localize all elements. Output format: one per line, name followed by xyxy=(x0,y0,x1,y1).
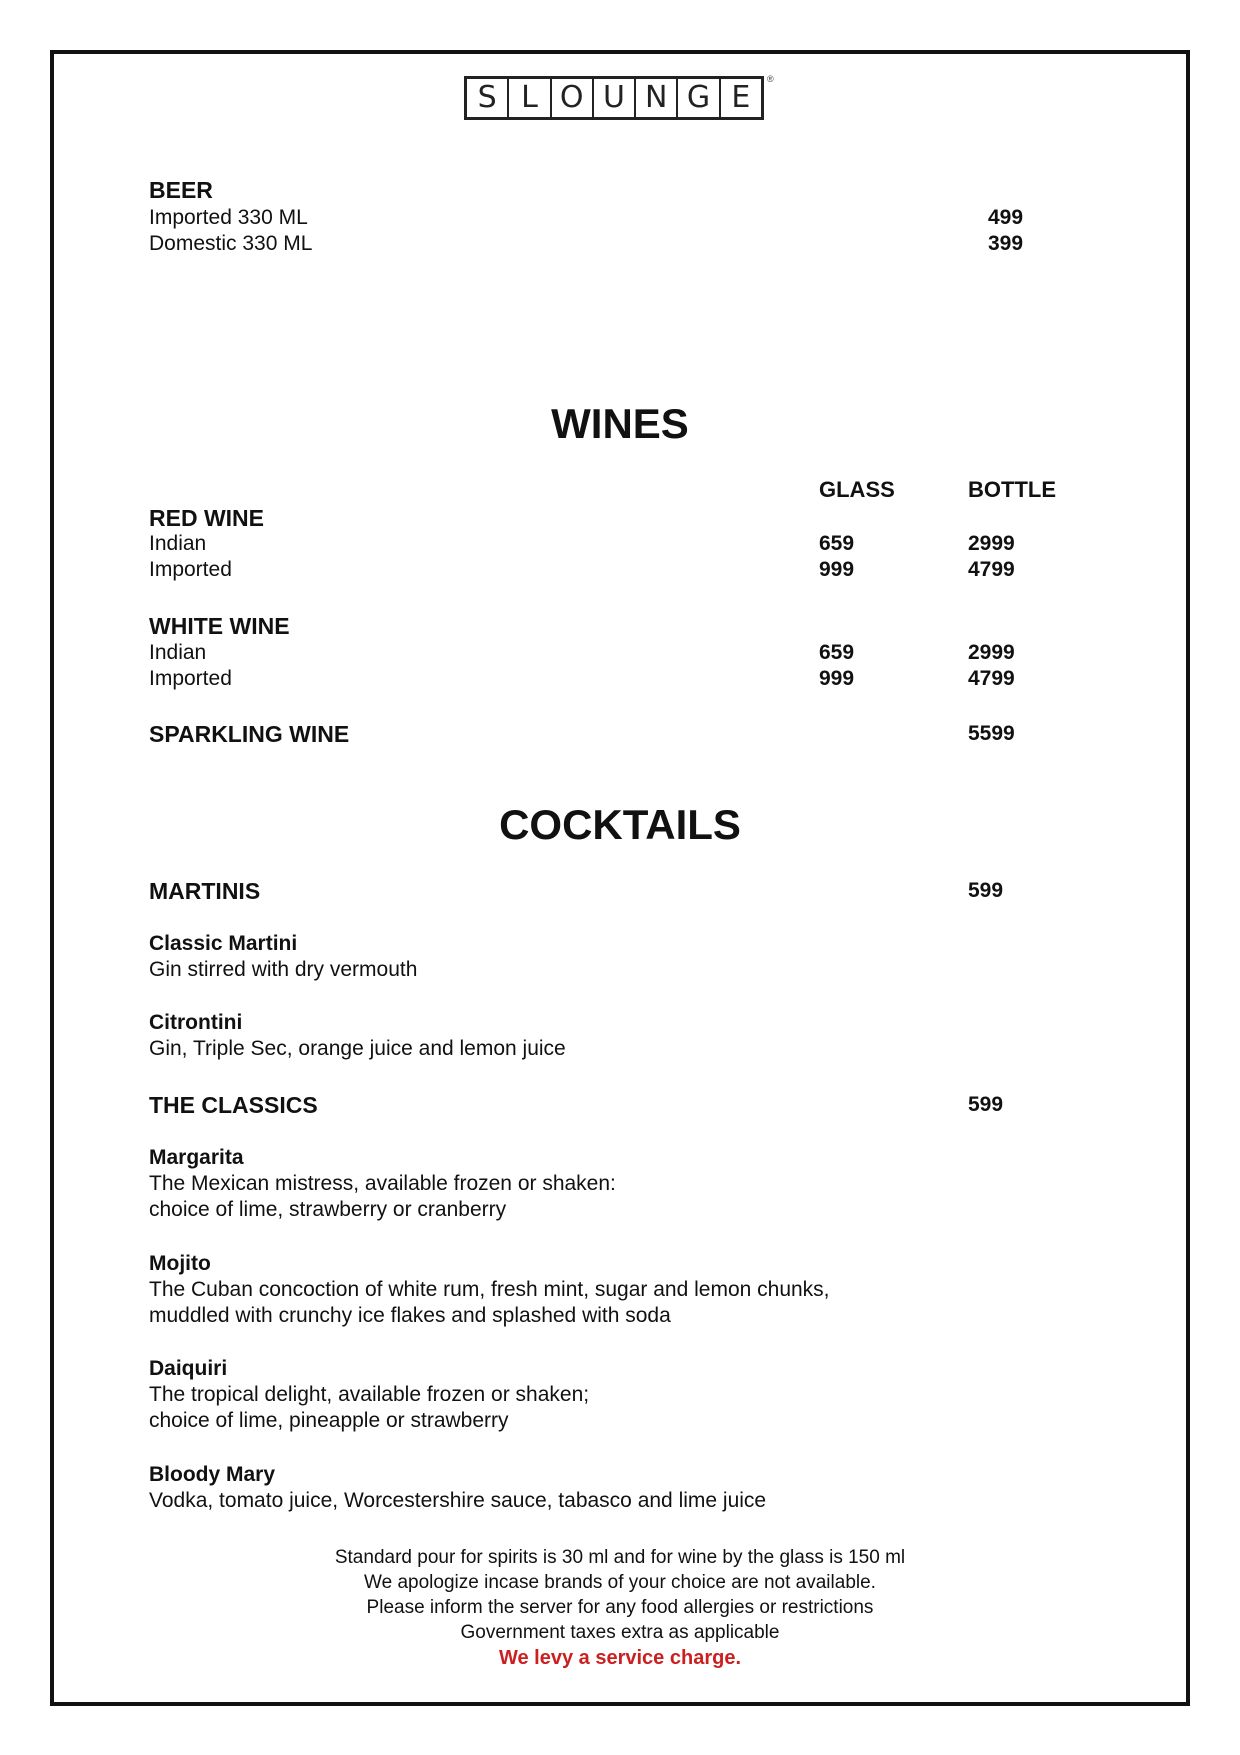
cocktail-name: Mojito xyxy=(149,1252,211,1275)
logo-letter: N xyxy=(636,79,678,117)
beer-item-name: Imported 330 ML xyxy=(149,206,308,229)
registered-mark: ® xyxy=(767,74,774,84)
logo-letter: O xyxy=(552,79,594,117)
white-wine-item-name: Indian xyxy=(149,641,207,664)
red-wine-bottle-price: 4799 xyxy=(968,558,1015,581)
logo-letter: L xyxy=(509,79,551,117)
red-wine-item-name: Indian xyxy=(149,532,207,555)
white-wine-item-name: Imported xyxy=(149,667,232,690)
white-wine-glass-price: 999 xyxy=(819,667,855,690)
cocktail-description: The Mexican mistress, available frozen or shaken: xyxy=(149,1172,616,1195)
logo-letter: U xyxy=(594,79,636,117)
cocktail-name: Margarita xyxy=(149,1146,244,1169)
footer-note: Standard pour for spirits is 30 ml and for wine by the glass is 150 ml xyxy=(334,1547,906,1568)
red-wine-glass-price: 659 xyxy=(819,532,855,555)
beer-item-price: 499 xyxy=(988,206,1024,229)
slounge-logo xyxy=(464,76,764,120)
service-charge-note: We levy a service charge. xyxy=(498,1647,741,1669)
cocktail-description: The tropical delight, available frozen or shaken; xyxy=(149,1383,590,1406)
cocktail-name: Bloody Mary xyxy=(149,1463,276,1486)
bottle-column-header: BOTTLE xyxy=(968,477,1056,502)
cocktail-description: Gin, Triple Sec, orange juice and lemon juice xyxy=(149,1037,566,1060)
red-wine-glass-price: 999 xyxy=(819,558,855,581)
sparkling-wine-bottle-price: 5599 xyxy=(968,722,1015,745)
beer-item-name: Domestic 330 ML xyxy=(149,232,313,255)
classics-heading: THE CLASSICS xyxy=(149,1092,318,1118)
glass-column-header: GLASS xyxy=(819,477,895,502)
cocktail-description: Gin stirred with dry vermouth xyxy=(149,958,418,981)
footer-note: Government taxes extra as applicable xyxy=(460,1622,780,1643)
footer-note: Please inform the server for any food allergies or restrictions xyxy=(366,1597,874,1618)
red-wine-item-name: Imported xyxy=(149,558,232,581)
cocktails-title: COCKTAILS xyxy=(499,801,741,848)
cocktail-description: The Cuban concoction of white rum, fresh mint, sugar and lemon chunks, xyxy=(149,1278,830,1301)
red-wine-heading: RED WINE xyxy=(149,505,264,531)
white-wine-heading: WHITE WINE xyxy=(149,613,290,639)
white-wine-glass-price: 659 xyxy=(819,641,855,664)
cocktail-description: choice of lime, pineapple or strawberry xyxy=(149,1409,509,1432)
martinis-heading: MARTINIS xyxy=(149,878,261,904)
cocktail-name: Daiquiri xyxy=(149,1357,228,1380)
sparkling-wine-heading: SPARKLING WINE xyxy=(149,721,350,747)
cocktail-name: Citrontini xyxy=(149,1011,243,1034)
cocktail-name: Classic Martini xyxy=(149,932,298,955)
beer-item-price: 399 xyxy=(988,232,1024,255)
martinis-price: 599 xyxy=(968,879,1004,902)
beer-heading: BEER xyxy=(149,177,213,203)
cocktail-description: choice of lime, strawberry or cranberry xyxy=(149,1198,507,1221)
cocktail-description: Vodka, tomato juice, Worcestershire sauce, tabasco and lime juice xyxy=(149,1489,767,1512)
red-wine-bottle-price: 2999 xyxy=(968,532,1015,555)
white-wine-bottle-price: 2999 xyxy=(968,641,1015,664)
white-wine-bottle-price: 4799 xyxy=(968,667,1015,690)
logo-letter: G xyxy=(678,79,720,117)
cocktail-description: muddled with crunchy ice flakes and splashed with soda xyxy=(149,1304,671,1327)
footer-note: We apologize incase brands of your choice are not available. xyxy=(364,1572,876,1593)
logo-letter: S xyxy=(467,79,509,117)
footer-notes xyxy=(0,1545,1240,1671)
wines-title: WINES xyxy=(551,400,689,447)
logo-letter: E xyxy=(731,80,751,115)
classics-price: 599 xyxy=(968,1093,1004,1116)
